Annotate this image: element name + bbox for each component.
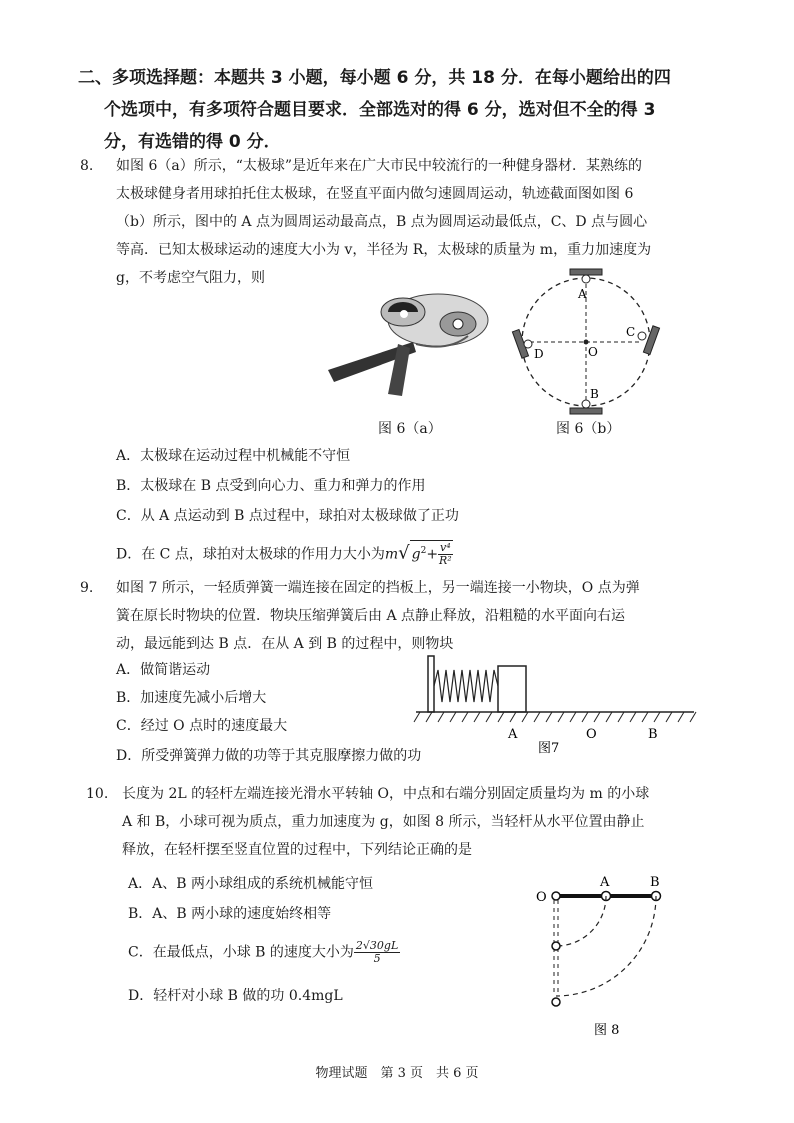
formula-m: m [384, 546, 399, 563]
option-8b: B．太极球在 B 点受到向心力、重力和弹力的作用 [116, 478, 426, 494]
section-header [78, 62, 758, 158]
section-line-3: 分，有选错的得 0 分． [104, 132, 281, 152]
option-10a: A．A、B 两小球组成的系统机械能守恒 [128, 876, 373, 892]
figure-6a-caption: 图 6（a） [378, 421, 442, 437]
section-line-2: 个选项中，有多项符合题目要求．全部选对的得 6 分，选对但不全的得 3 [104, 100, 656, 120]
label-b: B [648, 727, 658, 742]
figure-7-diagram [410, 650, 700, 760]
option-8d-text: D．在 C 点，球拍对太极球的作用力大小为 [116, 546, 385, 563]
option-8c: C．从 A 点运动到 B 点过程中，球拍对太极球做了正功 [116, 508, 459, 524]
option-9b: B．加速度先减小后增大 [116, 690, 267, 706]
label-d: D [534, 347, 544, 361]
formula-fraction: $\frac{2√30gL}{5}$ [355, 939, 399, 965]
option-10d: D．轻杆对小球 B 做的功 0.4mgL [128, 988, 343, 1004]
question-text-line: 等高．已知太极球运动的速度大小为 v，半径为 R，太极球的质量为 m，重力加速度为 [116, 242, 652, 258]
figure-6b-caption: 图 6（b） [556, 421, 621, 437]
question-text-line: （b）所示，图中的 A 点为圆周运动最高点，B 点为圆周运动最低点，C、D 点与圆心 [116, 214, 648, 230]
option-10b: B．A、B 两小球的速度始终相等 [128, 906, 332, 922]
figure-7-caption: 图7 [538, 741, 560, 756]
question-text-line: 长度为 2L 的轻杆左端连接光滑水平转轴 O，中点和右端分别固定质量均为 m 的小球 [122, 786, 650, 802]
formula-fraction: $\frac{\text{v⁴}}{\text{R²}}$ [439, 541, 452, 568]
question-text-line: 释放，在轻杆摆至竖直位置的过程中，下列结论正确的是 [122, 842, 472, 858]
label-o: O [586, 727, 597, 742]
label-b: B [650, 875, 660, 890]
question-text-line: g，不考虑空气阻力，则 [116, 270, 265, 286]
question-text-line: 簧在原长时物块的位置．物块压缩弹簧后由 A 点静止释放，沿粗糙的水平面向右运 [116, 608, 626, 624]
question-number: 9. [80, 580, 94, 596]
figure-6b-diagram [508, 266, 668, 418]
label-a: A [508, 727, 518, 742]
question-number: 10. [86, 786, 109, 802]
question-text-line: 动，最远能到达 B 点．在从 A 到 B 的过程中，则物块 [116, 636, 454, 652]
label-o: O [588, 345, 598, 359]
option-9c: C．经过 O 点时的速度最大 [116, 718, 288, 734]
label-o: O [536, 890, 547, 905]
question-text-line: A 和 B，小球可视为质点，重力加速度为 g，如图 8 所示，当轻杆从水平位置由静止 [122, 814, 645, 830]
option-8a: A．太极球在运动过程中机械能不守恒 [116, 448, 351, 464]
question-text-line: 如图 7 所示，一轻质弹簧一端连接在固定的挡板上，另一端连接一小物块，O 点为弹 [116, 580, 640, 596]
question-text-line: 太极球健身者用球拍托住太极球，在竖直平面内做匀速圆周运动，轨迹截面图如图 6 [116, 186, 634, 202]
question-number: 8. [80, 158, 94, 174]
label-a: A [578, 287, 587, 301]
label-c: C [626, 325, 636, 339]
section-line-1: 二、多项选择题：本题共 3 小题，每小题 6 分，共 18 分．在每小题给出的四 [78, 68, 671, 88]
question-text-line: 如图 6（a）所示，“太极球”是近年来在广大市民中较流行的一种健身器材．某熟练的 [116, 158, 643, 174]
option-8d: D．在 C 点，球拍对太极球的作用力大小为m√ $g^2+$ $\frac{\text{v⁴}}{\text{R²}}$ [116, 541, 452, 568]
label-b: B [590, 387, 599, 401]
page-footer: 物理试题 第 3 页 共 6 页 [315, 1066, 479, 1081]
option-10c [128, 940, 400, 965]
figure-8-diagram [530, 870, 680, 1040]
figure-6a-illustration [318, 282, 498, 402]
formula-g: g [411, 546, 421, 563]
option-9d: D．所受弹簧弹力做的功等于其克服摩擦力做的功 [116, 748, 422, 764]
label-a: A [600, 875, 610, 890]
figure-8-caption: 图 8 [594, 1023, 620, 1038]
option-10c-text: C．在最低点，小球 B 的速度大小为 [128, 944, 354, 961]
question-9 [80, 574, 760, 660]
option-9a: A．做简谐运动 [116, 662, 211, 678]
question-10 [86, 780, 766, 866]
